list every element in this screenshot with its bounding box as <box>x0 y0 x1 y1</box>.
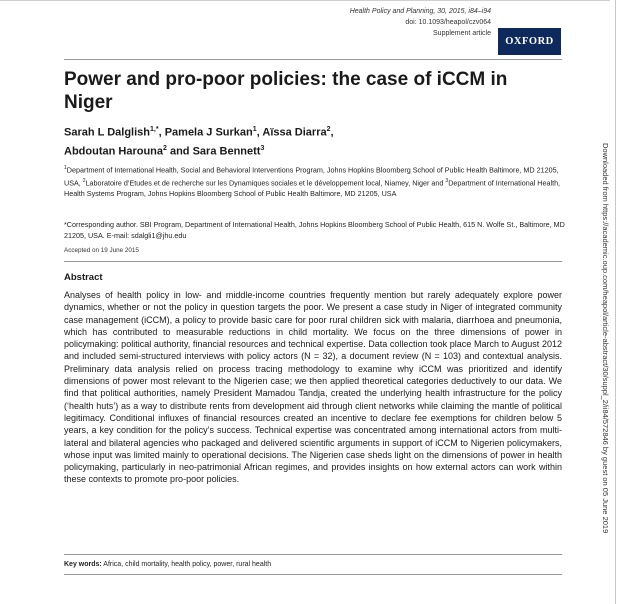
separator: , <box>330 126 334 139</box>
doi[interactable]: doi: 10.1093/heapol/czv064 <box>405 19 491 26</box>
affil-mark: 2 <box>82 177 86 184</box>
keywords-list: Africa, child mortality, health policy, power, rural health <box>103 561 272 568</box>
top-border <box>0 0 610 1</box>
article-title: Power and pro-poor policies: the case of iCCM in Niger <box>64 69 508 113</box>
separator: , <box>158 126 165 139</box>
keywords-rule <box>64 554 562 555</box>
author-affil-mark: 2 <box>163 144 167 152</box>
download-notice: Downloaded from https://academic.oup.com/heapol/article-abstract/30/suppl_2/ii84/572846 by guest on 05 June 2019 <box>601 143 610 534</box>
oxford-logo: OXFORD <box>498 28 561 55</box>
author-name[interactable]: Pamela J Surkan <box>164 126 253 139</box>
author-name[interactable]: Sarah L Dalglish <box>64 126 150 139</box>
author-affil-mark: 1 <box>252 126 257 133</box>
affiliation-2: Laboratoire d’Etudes et de recherche sur les Dynamiques sociales et le développement local, Niamey, Niger and <box>85 178 446 188</box>
corresponding-author: *Corresponding author. SBI Program, Department of International Health, Johns Hopkins Bloomberg School of Public Health, 615 N. Wolfe St., Baltimore, MD 21205, USA. E-mail: sdalgli1@jhu.edu <box>64 220 565 241</box>
author-affil-mark: 2 <box>326 126 331 133</box>
keywords-label: Key words: <box>64 561 102 568</box>
author-name[interactable]: Aïssa Diarra <box>262 126 327 139</box>
author-name[interactable]: Sara Bennett <box>192 145 261 158</box>
affiliation-1: Department of International Health, Social and Behavioral Interventions Program, Johns Hopkins Bloomberg School of Public Health Baltimore, MD 21205, USA, <box>64 165 559 188</box>
journal-citation: Health Policy and Planning, 30, 2015, i84–i94 <box>349 8 491 15</box>
keywords <box>64 561 271 568</box>
abstract-rule <box>64 261 562 262</box>
abstract-heading: Abstract <box>64 272 103 283</box>
supplement-label: Supplement article <box>433 30 491 37</box>
corresponding-mark: * <box>155 126 159 133</box>
separator: , <box>256 126 263 139</box>
affiliation-3: Department of International Health, Health Systems Program, Johns Hopkins Bloomberg School of Public Health Baltimore, MD 21205, USA <box>64 178 561 199</box>
download-watermark <box>601 143 616 583</box>
header-rule <box>64 59 562 60</box>
conjunction: and <box>169 145 190 158</box>
article-meta <box>350 6 491 39</box>
abstract-text: Analyses of health policy in low- and middle-income countries frequently mention but rarely adequately explore power dynamics, whether or not the policy in question targets the poor. We present a case study in Niger of integrated community case management (iCCM), a policy to provide basic care for poor rural children sick with malaria, diarrhoea and pneumonia, which has contributed to measurable reductions in child mortality. We focus on the three dimensions of power in policymaking: political authority, financial resources and technical expertise. Data collection took place March to August 2012 and included semi-structured interviews with policy actors (N = 32), a document review (N = 103) and contextual analysis. Preliminary data analysis relied on process tracing methodology to examine why iCCM was prioritized and identify dimensions of power most relevant to the Nigerien case; we then applied theoretical categories deductively to our data. We find that political authorities, namely President Mamadou Tandja, created the underlying health infrastructure for the policy (‘health huts’) as a way to distribute rents from development aid through client networks while claiming the mantle of political legitimacy. Conditional influxes of financial resources created an incentive to declare fee exemptions for children below 5 years, a key condition for the policy’s success. Technical expertise was concentrated among international actors from multi-lateral and bilateral agencies who packaged and delivered scientific arguments in support of iCCM to Nigerien policymakers, whose input was limited mainly to operational decisions. The Nigerien case sheds light on the dimensions of power in health policymaking, particularly in neo-patrimonial African regimes, and provides insights on how external actors can work within these contexts to promote pro-poor policies. <box>64 290 562 485</box>
author-name[interactable]: Abdoutan Harouna <box>64 145 163 158</box>
accepted-date: Accepted on 19 June 2015 <box>64 247 139 254</box>
affil-mark: 1 <box>64 165 67 171</box>
affil-mark: 3 <box>445 177 449 184</box>
footer-rule <box>64 574 562 575</box>
author-affil-mark: 3 <box>260 144 265 152</box>
author-affil-mark: 1, <box>150 126 156 133</box>
affiliations <box>64 163 574 200</box>
author-list <box>64 122 484 159</box>
